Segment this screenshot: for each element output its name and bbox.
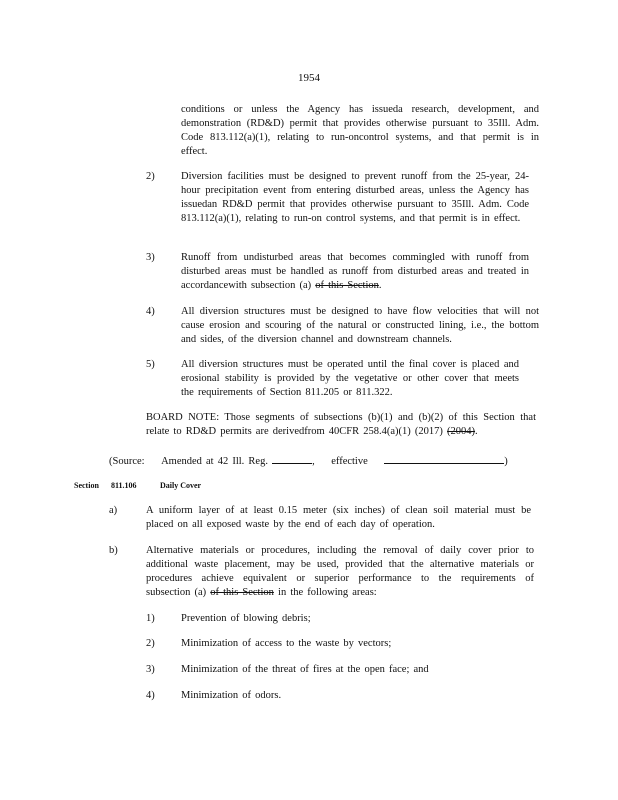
item-5-text: All diversion structures must be operated until the final cover is placed and erosional stability is provided by the vegetative or other cover that meets the requirements of Section 811.205 or 811.322. [181, 359, 519, 398]
b-item-4-number: 4) [146, 690, 155, 701]
item-2-number: 2) [146, 171, 155, 182]
item-3-text: Runoff from undisturbed areas that becomes commingled with runoff from disturbed areas must be handled as runoff from disturbed areas and treated in accordancewith subsection (a) of this Section. [181, 252, 529, 291]
struck-text: of this Section [210, 587, 274, 598]
item-4-number: 4) [146, 306, 155, 317]
source-note: (Source: Amended at 42 Ill. Reg. , effective ) [109, 452, 509, 469]
item-5-number: 5) [146, 359, 155, 370]
b-item-2-number: 2) [146, 638, 155, 649]
item-3-number: 3) [146, 252, 155, 263]
effective-date-blank [384, 452, 504, 464]
section-title: Daily Cover [160, 481, 202, 490]
struck-text: of this Section [315, 280, 379, 291]
item-2-text: Diversion facilities must be designed to prevent runoff from the 25-year, 24-hour precipitation event from entering disturbed areas, unless the Agency has issuedan RD&D permit that provides otherwise pursuant to 35Ill. Adm. Code 813.112(a)(1), relating to run-on control systems, and that permit is in effect. [181, 171, 529, 224]
struck-text: (2004) [447, 426, 476, 437]
sub-a-text: A uniform layer of at least 0.15 meter (six inches) of clean soil material must be placed on all exposed waste by the end of each day of operation. [146, 505, 531, 530]
item-4-text: All diversion structures must be designed to have flow velocities that will not cause erosion and scouring of the natural or constructed lining, i.e., the bottom and sides, of the diversion channel and downstream channels. [181, 306, 539, 345]
b-item-3-number: 3) [146, 664, 155, 675]
b-item-1-number: 1) [146, 613, 155, 624]
sub-a-letter: a) [109, 505, 118, 516]
section-number: 811.106 [111, 481, 137, 490]
b-item-1-text: Prevention of blowing debris; [181, 613, 311, 624]
b-item-2-text: Minimization of access to the waste by vectors; [181, 638, 392, 649]
item-1-continuation: conditions or unless the Agency has issueda research, development, and demonstration (RD&D) permit that provides otherwise pursuant to 35Ill. Adm. Code 813.112(a)(1), relating to run-oncontrol systems, and that permit is in effect. [181, 104, 539, 157]
page-number: 1954 [298, 72, 320, 84]
b-item-4-text: Minimization of odors. [181, 690, 282, 701]
register-blank [272, 452, 312, 464]
sub-b-letter: b) [109, 545, 118, 556]
sub-b-text: Alternative materials or procedures, including the removal of daily cover prior to additional waste placement, may be used, provided that the alternative materials or procedures achieve equivalent or superior performance to the requirements of subsection (a) of this Section in the following areas: [146, 545, 534, 598]
board-note: BOARD NOTE: Those segments of subsections (b)(1) and (b)(2) of this Section that relate to RD&D permits are derivedfrom 40CFR 258.4(a)(1) (2017) (2004). [146, 412, 536, 437]
section-label: Section [74, 481, 99, 490]
b-item-3-text: Minimization of the threat of fires at the open face; and [181, 664, 429, 675]
